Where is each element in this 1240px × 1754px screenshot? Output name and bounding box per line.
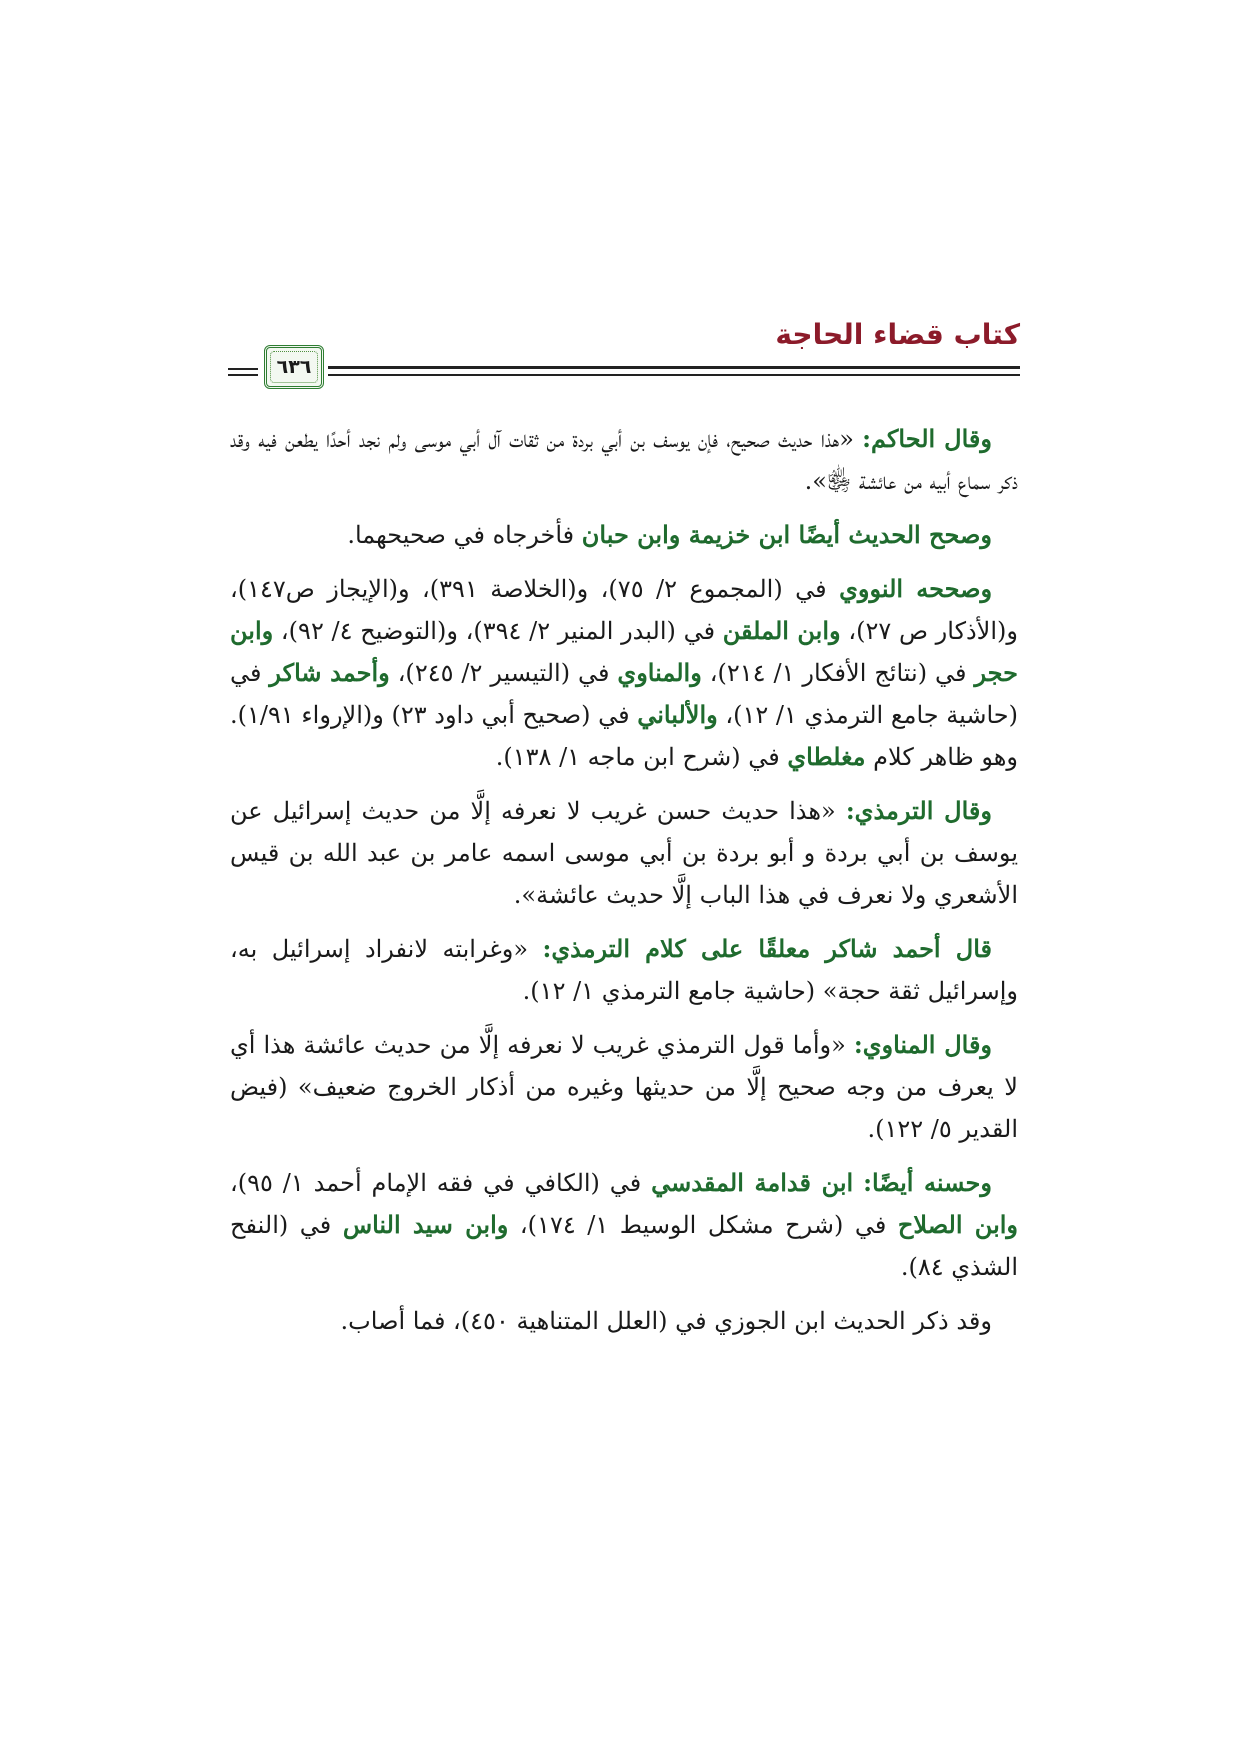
- highlighted-name: وابن الملقن: [722, 616, 841, 645]
- text-run: في (شرح مشكل الوسيط ١/ ١٧٤)،: [508, 1211, 898, 1239]
- text-run: في (الكافي في فقه الإمام أحمد ١/ ٩٥)،: [230, 1169, 652, 1197]
- paragraph: [230, 1162, 1018, 1288]
- highlighted-name: وحسنه أيضًا:: [863, 1168, 992, 1197]
- header-rule-thin: [328, 374, 1020, 376]
- highlighted-name: وقال الترمذي:: [845, 796, 992, 825]
- highlighted-name: قال أحمد شاكر معلقًا على كلام الترمذي:: [542, 934, 992, 963]
- text-run: في (المجموع ٢/ ٧٥)، و(الخلاصة ٣٩١)، و(الإيجاز ص١٤٧)، و(الأذكار ص ٢٧)،: [230, 575, 1018, 645]
- text-run: في (التيسير ٢/ ٢٤٥)،: [389, 659, 618, 687]
- paragraph: [230, 568, 1018, 778]
- paragraph: [230, 514, 1018, 556]
- text-run: «وأما قول الترمذي غريب لا نعرفه إلَّا من حديث عائشة هذا أي لا يعرف من وجه صحيح إلَّا من حديثها وغيره من أذكار الخروج ضعيف» (فيض القدير ٥/ ١٢٢).: [230, 1031, 1018, 1143]
- text-run: في (البدر المنير ٢/ ٣٩٤)، و(التوضيح ٤/ ٩٢)،: [273, 617, 723, 645]
- text-run: في (صحيح أبي داود ٢٣) و(الإرواء ١/٩١). وهو ظاهر كلام: [230, 701, 1018, 771]
- highlighted-name: وقال الحاكم:: [862, 424, 992, 453]
- highlighted-name: وابن سيد الناس: [342, 1210, 509, 1239]
- text-run: «هذا حديث صحيح، فإن يوسف بن أبي بردة من ثقات آل أبي موسى ولم نجد أحدًا يطعن فيه وقد ذكر سماع أبيه من عائشة ﵂».: [230, 425, 1018, 495]
- page-body: [230, 418, 1018, 1354]
- highlighted-name: وأحمد شاكر: [269, 658, 390, 687]
- text-run: وقد ذكر الحديث ابن الجوزي في (العلل المتناهية ٤٥٠)، فما أصاب.: [340, 1307, 992, 1335]
- page-header: [228, 318, 1020, 398]
- highlighted-name: ابن قدامة المقدسي: [651, 1168, 854, 1197]
- book-title: كتاب قضاء الحاجة: [775, 318, 1020, 351]
- text-run: «هذا حديث حسن غريب لا نعرفه إلَّا من حديث إسرائيل عن يوسف بن أبي بردة و أبو بردة بن أبي موسى اسمه عامر بن عبد الله بن قيس الأشعري ولا نعرف في هذا الباب إلَّا حديث عائشة».: [230, 797, 1018, 909]
- text-run: «وغرابته لانفراد إسرائيل به، وإسرائيل ثقة حجة» (حاشية جامع الترمذي ١/ ١٢).: [230, 935, 1018, 1005]
- paragraph: [230, 418, 1018, 502]
- paragraph: [230, 1300, 1018, 1342]
- highlighted-name: وابن حجر: [230, 616, 1019, 687]
- text-run: في (نتائج الأفكار ١/ ٢١٤)،: [701, 659, 975, 687]
- header-rule-left-thin: [228, 374, 258, 376]
- highlighted-name: وصحح الحديث أيضًا ابن خزيمة وابن حبان: [581, 520, 992, 549]
- highlighted-name: مغلطاي: [787, 742, 866, 771]
- highlighted-name: وابن الصلاح: [897, 1210, 1019, 1239]
- page-number-frame: [264, 345, 324, 389]
- header-rule-left: [228, 368, 258, 370]
- paragraph: [230, 1024, 1018, 1150]
- highlighted-name: وصححه النووي: [839, 574, 993, 603]
- paragraph: [230, 790, 1018, 916]
- highlighted-name: والألباني: [637, 700, 718, 729]
- highlighted-name: وقال المناوي:: [853, 1030, 993, 1059]
- text-run: في (النفح الشذي ٨٤).: [230, 1211, 1018, 1281]
- highlighted-name: والمناوي: [617, 658, 702, 687]
- header-rule: [328, 366, 1020, 369]
- page-number: ٦٣٦: [276, 356, 312, 378]
- text-run: في (شرح ابن ماجه ١/ ١٣٨).: [495, 743, 788, 771]
- text-run: فأخرجاه في صحيحهما.: [347, 521, 582, 549]
- text-run: [853, 1169, 863, 1197]
- paragraph: [230, 928, 1018, 1012]
- text-run: في (حاشية جامع الترمذي ١/ ١٢)،: [230, 659, 1019, 729]
